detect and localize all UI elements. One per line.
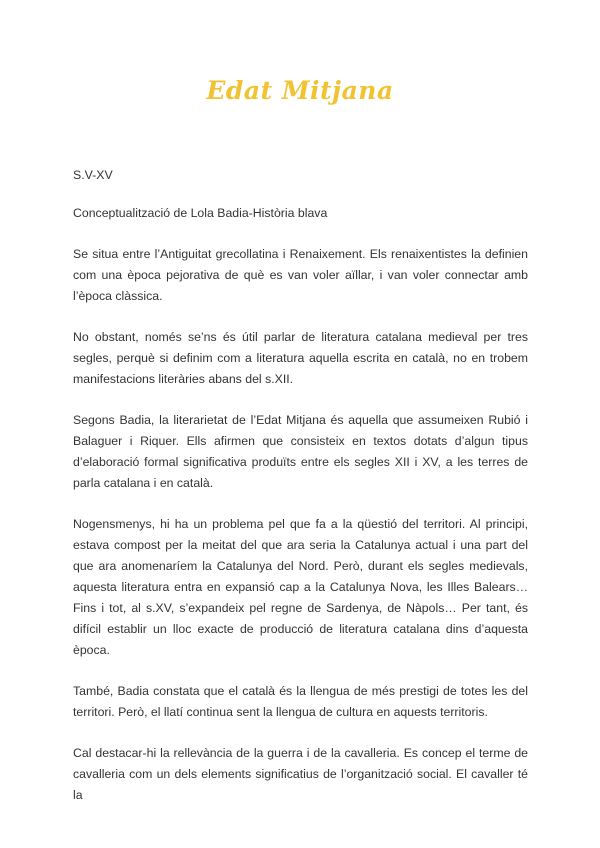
- period-line: S.V-XV: [73, 168, 113, 182]
- paragraph: Segons Badia, la literarietat de l’Edat Mitjana és aquella que assumeixen Rubió i Balaguer i Riquer. Ells afirmen que consisteix en textos dotats d’algun tipus d’elaboració formal significativa produïts entre els segles XII i XV, a les terres de parla catalana i en català.: [73, 413, 528, 490]
- document-title: Edat Mitjana: [206, 76, 394, 105]
- paragraph: Nogensmenys, hi ha un problema pel que fa a la qüestió del territori. Al principi, estava compost per la meitat del que ara seria la Catalunya actual i una part del que ara anomenaríem la Catalunya del Nord. Però, durant els segles medievals, aquesta literatura entra en expansió cap a la Catalunya Nova, les Illes Balears… Fins i tot, al s.XV, s’expandeix pel regne de Sardenya, de Nàpols… Per tant, és difícil establir un lloc exacte de producció de literatura catalana dins d’aquesta època.: [73, 517, 528, 657]
- document-body: [73, 165, 528, 826]
- paragraph: Se situa entre l’Antiguitat grecollatina i Renaixement. Els renaixentistes la definien com una època pejorativa de què es van voler aïllar, i van voler connectar amb l’època clàssica.: [73, 247, 528, 303]
- paragraph: Cal destacar-hi la rellevància de la guerra i de la cavalleria. Es concep el terme de cavalleria com un dels elements significatius de l’organització social. El cavaller té la: [73, 746, 528, 802]
- paragraph: També, Badia constata que el català és la llengua de més prestigi de totes les del territori. Però, el llatí continua sent la llengua de cultura en aquests territoris.: [73, 684, 528, 719]
- paragraph: No obstant, només se’ns és útil parlar de literatura catalana medieval per tres segles, perquè si definim com a literatura aquella escrita en català, no en trobem manifestacions literàries abans del s.XII.: [73, 330, 528, 386]
- source-line: Conceptualització de Lola Badia-Història blava: [73, 206, 328, 220]
